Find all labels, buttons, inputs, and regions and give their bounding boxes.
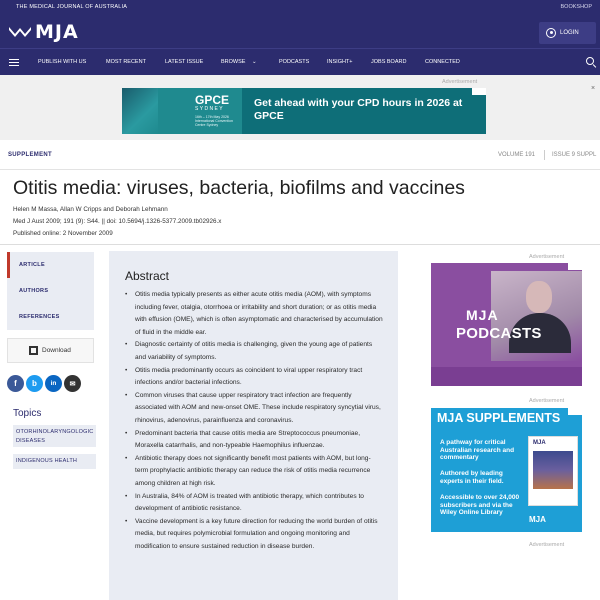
- supplements-ad-title: MJA SUPPLEMENTS: [431, 408, 582, 428]
- download-label: Download: [42, 347, 71, 354]
- abstract-panel: [109, 251, 398, 600]
- tab-article[interactable]: ARTICLE: [7, 252, 94, 278]
- abstract-heading: Abstract: [125, 269, 170, 283]
- abstract-point: • Vaccine development is a key future direction for reducing the world burden of otitis media, but requires polymicrobial formulation and ongoing monitoring and modification to ensure sustained reduction in disease burden.: [135, 516, 383, 554]
- abstract-point: • Otitis media typically presents as either acute otitis media (AOM), with symptoms including fever, otalgia, otorrhoea or irritability and short duration; or as otitis media with effusion (OME), which is often asymptomatic and characterised by accumulation of fluid in the middle ear.: [135, 289, 383, 339]
- nav-jobs-board[interactable]: JOBS BOARD: [371, 59, 407, 65]
- nav-publish-with-us[interactable]: PUBLISH WITH US: [38, 59, 87, 65]
- mja-logo-small: MJA: [529, 515, 546, 524]
- email-icon[interactable]: ✉: [64, 375, 81, 392]
- presenter-face: [526, 281, 552, 313]
- top-strip: [0, 0, 600, 15]
- gpce-banner-ad[interactable]: [122, 88, 486, 134]
- supplements-ad-text: Accessible to over 24,000 subscribers and via the Wiley Online Library: [440, 494, 520, 517]
- abstract-point: • In Australia, 84% of AOM is treated with antibiotic therapy, which contributes to development of antibiotic resistance.: [135, 491, 383, 516]
- abstract-list: [135, 289, 383, 553]
- podcast-ad-title: MJA: [466, 307, 499, 323]
- bookshop-link[interactable]: BOOKSHOP: [560, 4, 592, 10]
- supplement-bar: [0, 140, 600, 170]
- supplements-ad[interactable]: [431, 408, 582, 532]
- topic-tag[interactable]: OTORHINOLARYNGOLOGIC DISEASES: [13, 425, 96, 447]
- nav-most-recent[interactable]: MOST RECENT: [106, 59, 146, 65]
- abstract-point: • Common viruses that cause upper respiratory tract infection are frequently associated with AOM and new-onset OME. These include respiratory syncytial virus, rhinovirus, adenovirus, parainfluenza and coronavirus.: [135, 390, 383, 428]
- tab-references[interactable]: REFERENCES: [19, 314, 60, 320]
- chevron-down-icon: ⌄: [252, 59, 257, 65]
- abstract-point: • Diagnostic certainty of otitis media is challenging, given the young age of patients and variability of symptoms.: [135, 339, 383, 364]
- article-citation: Med J Aust 2009; 191 (9): S44. || doi: 10.5694/j.1326-5377.2009.tb02926.x: [13, 218, 222, 225]
- podcast-ad[interactable]: [431, 263, 582, 386]
- cover-image: [533, 451, 573, 489]
- menu-icon[interactable]: [9, 59, 19, 66]
- pdf-icon: [29, 346, 38, 355]
- top-ad-band: [0, 75, 600, 140]
- gpce-dates: 16th – 17th May 2026 International Convention Centre Sydney: [195, 115, 233, 128]
- gpce-headline: Get ahead with your CPD hours in 2026 at GPCE: [254, 97, 463, 122]
- journal-cover: [528, 436, 578, 506]
- article-title: Otitis media: viruses, bacteria, biofilms and vaccines: [13, 177, 465, 199]
- ad-choices-icon[interactable]: [472, 88, 486, 95]
- download-button[interactable]: [7, 338, 94, 363]
- abstract-point: • Otitis media predominantly occurs as coincident to viral upper respiratory tract infections and/or bacterial infections.: [135, 365, 383, 390]
- podcast-ad-footer: [431, 367, 582, 386]
- ad-label: Advertisement: [529, 254, 565, 260]
- nav-latest-issue[interactable]: LATEST ISSUE: [165, 59, 204, 65]
- divider: [544, 150, 545, 160]
- bluesky-icon[interactable]: b: [26, 375, 43, 392]
- supplements-ad-text: Authored by leading experts in their field.: [440, 470, 504, 485]
- mja-logo[interactable]: [8, 22, 79, 42]
- divider: [0, 244, 600, 245]
- supplement-tag[interactable]: SUPPLEMENT: [8, 152, 53, 158]
- topics-heading: Topics: [13, 408, 42, 419]
- login-button[interactable]: [539, 22, 596, 44]
- topic-tag[interactable]: INDIGENOUS HEALTH: [13, 454, 96, 469]
- podcast-ad-subtitle: PODCASTS: [456, 325, 542, 342]
- cover-title: MJA: [533, 440, 546, 446]
- nav-connected[interactable]: CONNECTED: [425, 59, 460, 65]
- gpce-brand: GPCE: [195, 93, 230, 107]
- abstract-point: • Antibiotic therapy does not significantly benefit most patients with AOM, but long-term prophylactic antibiotic therapy can reduce the risk of otitis media recurrence among children at high risk.: [135, 453, 383, 491]
- mja-logo-icon: [8, 24, 32, 40]
- main-nav: [0, 48, 600, 75]
- ad-label: Advertisement: [529, 542, 565, 548]
- issue-link[interactable]: ISSUE 9 SUPPL: [552, 152, 597, 158]
- ad-label: Advertisement: [442, 79, 478, 85]
- ad-choices-icon[interactable]: [568, 263, 582, 270]
- logo-text: MJA: [35, 21, 79, 43]
- nav-insight[interactable]: INSIGHT+: [327, 59, 353, 65]
- linkedin-icon[interactable]: in: [45, 375, 62, 392]
- gpce-city: SYDNEY: [195, 106, 224, 112]
- abstract-point: • Predominant bacteria that cause otitis media are Streptococcus pneumoniae, Moraxella catarrhalis, and non-typeable Haemophilus influenzae.: [135, 428, 383, 453]
- nav-podcasts[interactable]: PODCASTS: [279, 59, 310, 65]
- login-label: LOGIN: [560, 30, 579, 36]
- ad-choices-icon[interactable]: [568, 408, 582, 415]
- facebook-icon[interactable]: f: [7, 375, 24, 392]
- article-tabs: [7, 252, 94, 330]
- published-date: Published online: 2 November 2009: [13, 230, 113, 237]
- search-icon[interactable]: [586, 57, 594, 65]
- journal-name: THE MEDICAL JOURNAL OF AUSTRALIA: [16, 4, 128, 10]
- close-icon[interactable]: ×: [591, 85, 596, 92]
- ad-label: Advertisement: [529, 398, 565, 404]
- article-authors[interactable]: Helen M Massa, Allan W Cripps and Deborah Lehmann: [13, 206, 168, 213]
- site-header: [0, 15, 600, 48]
- tab-authors[interactable]: AUTHORS: [19, 288, 49, 294]
- user-icon: [546, 28, 556, 38]
- nav-browse[interactable]: BROWSE: [221, 59, 246, 65]
- volume-link[interactable]: VOLUME 191: [498, 152, 536, 158]
- supplements-ad-text: A pathway for critical Australian research and commentary: [440, 439, 515, 462]
